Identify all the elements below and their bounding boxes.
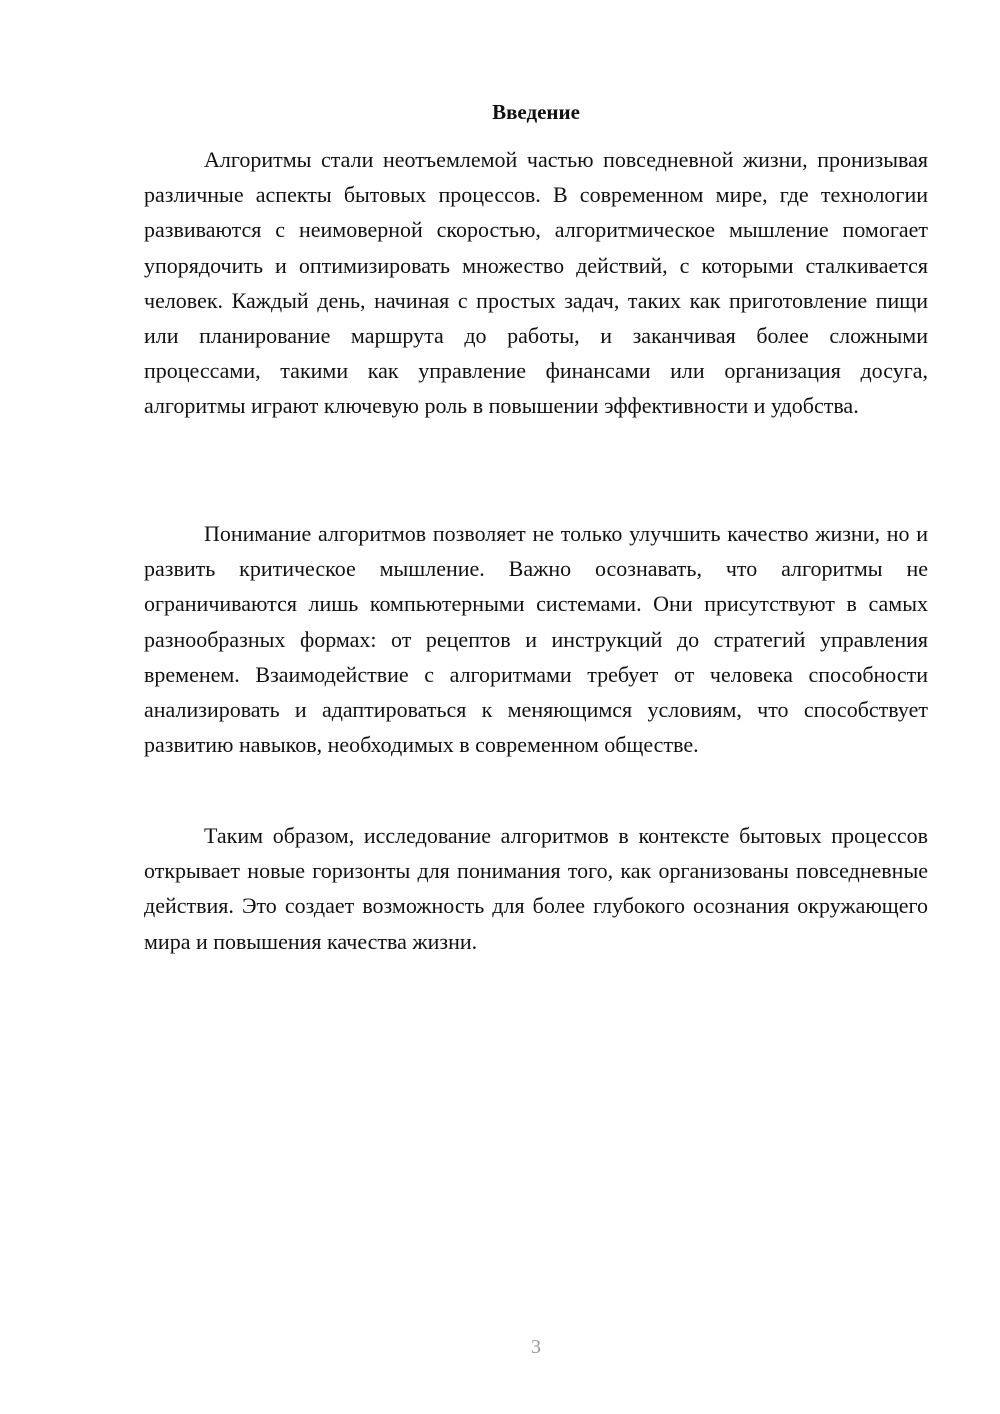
paragraph-2: Понимание алгоритмов позволяет не только улучшить качество жизни, но и развить критическое мышление. Важно осознавать, что алгоритмы не ограничиваются лишь компьютерными системами. Они присутствуют в самых разнообразных формах: от рецептов и инструкций до стратегий управления временем. Взаимодействие с алгоритмами требует от человека способности анализировать и адаптироваться к меняющимся условиям, что способствует развитию навыков, необходимых в современном обществе.	[144, 521, 928, 758]
paragraph-3: Таким образом, исследование алгоритмов в контексте бытовых процессов открывает новые горизонты для понимания того, как организованы повседневные действия. Это создает возможность для более глубокого осознания окружающего мира и повышения качества жизни.	[144, 823, 928, 954]
page-number: 3	[531, 1336, 541, 1358]
paragraph-1: Алгоритмы стали неотъемлемой частью повседневной жизни, пронизывая различные аспекты бытовых процессов. В современном мире, где технологии развиваются с неимоверной скоростью, алгоритмическое мышление помогает упорядочить и оптимизировать множество действий, с которыми сталкивается человек. Каждый день, начиная с простых задач, таких как приготовление пищи или планирование маршрута до работы, и заканчивая более сложными процессами, такими как управление финансами или организация досуга, алгоритмы играют ключевую роль в повышении эффективности и удобства.	[144, 147, 928, 419]
section-heading: Введение	[492, 100, 580, 124]
